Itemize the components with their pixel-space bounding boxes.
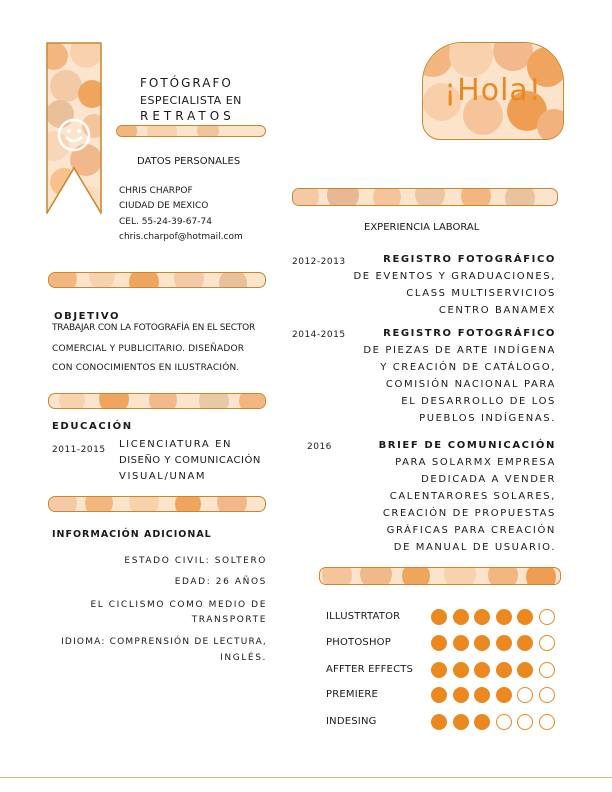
skill-dot-filled xyxy=(453,662,469,678)
experience-line: DE EVENTOS Y GRADUACIONES, xyxy=(353,271,556,282)
skill-row xyxy=(326,714,566,732)
education-line-1: LICENCIATURA EN xyxy=(119,439,233,450)
skill-dot-filled xyxy=(496,687,512,703)
skill-dot-filled xyxy=(517,635,533,651)
skill-dot-empty xyxy=(539,635,555,651)
additional-heading: INFORMACIÓN ADICIONAL xyxy=(52,529,212,540)
experience-line: COMISIÓN NACIONAL PARA xyxy=(385,379,556,390)
skill-dot-filled xyxy=(453,609,469,625)
skill-dot-empty xyxy=(539,662,555,678)
experience-item-3 xyxy=(330,437,556,556)
experience-line: CENTRO BANAMEX xyxy=(438,305,556,316)
experience-line: DEDICADA A VENDER xyxy=(421,474,556,485)
title-line-3: RETRATOS xyxy=(140,109,235,123)
skill-name: PHOTOSHOP xyxy=(326,637,391,648)
skill-dot-filled xyxy=(431,635,447,651)
skill-dot-empty xyxy=(517,687,533,703)
smiley-icon xyxy=(56,117,92,153)
skill-name: ILLUSTRTATOR xyxy=(326,611,401,622)
objective-line-1: TRABAJAR CON LA FOTOGRAFÍA EN EL SECTOR xyxy=(52,323,256,333)
skill-dot-empty xyxy=(539,609,555,625)
personal-phone: CEL. 55-24-39-67-74 xyxy=(119,217,212,227)
skill-name: INDESING xyxy=(326,716,377,727)
experience-title-1: REGISTRO FOTOGRÁFICO xyxy=(383,254,556,265)
skill-dot-filled xyxy=(517,662,533,678)
experience-years-1: 2012-2013 xyxy=(292,257,346,267)
title-line-2: ESPECIALISTA EN xyxy=(140,94,242,107)
objective-line-2: COMERCIAL Y PUBLICITARIO. DISEÑADOR xyxy=(52,344,245,354)
additional-cycling-1: EL CICLISMO COMO MEDIO DE xyxy=(90,600,267,610)
skill-dot-filled xyxy=(474,662,490,678)
experience-item-1 xyxy=(330,251,556,319)
personal-city: CIUDAD DE MEXICO xyxy=(119,201,209,211)
experience-title-2: REGISTRO FOTOGRÁFICO xyxy=(383,328,556,339)
experience-line: CALENTARORES SOLARES, xyxy=(389,491,556,502)
skill-dot-filled xyxy=(431,714,447,730)
skill-name: AFFTER EFFECTS xyxy=(326,664,414,675)
personal-heading: DATOS PERSONALES xyxy=(137,156,241,167)
objective-line-3: CON CONOCIMIENTOS EN ILUSTRACIÓN. xyxy=(52,363,240,373)
skill-dot-filled xyxy=(431,687,447,703)
skill-row xyxy=(326,662,566,680)
greeting-blob xyxy=(422,42,564,140)
title-line-1: FOTÓGRAFO xyxy=(140,76,233,90)
skill-row xyxy=(326,609,566,627)
skill-dot-filled xyxy=(517,609,533,625)
skill-dot-filled xyxy=(496,662,512,678)
skill-dot-empty xyxy=(539,687,555,703)
experience-line: PARA SOLARMX EMPRESA xyxy=(395,457,556,468)
additional-language-1: IDIOMA: COMPRENSIÓN DE LECTURA, xyxy=(61,637,267,647)
divider-bar-objective xyxy=(48,272,266,288)
personal-email[interactable]: chris.charpof@hotmail.com xyxy=(119,232,243,242)
left-ribbon xyxy=(46,42,102,214)
skill-dot-empty xyxy=(517,714,533,730)
skill-dot-filled xyxy=(453,635,469,651)
skill-dot-filled xyxy=(474,714,490,730)
personal-name: CHRIS CHARPOF xyxy=(119,186,193,196)
skill-dot-filled xyxy=(431,609,447,625)
education-line-2: DISEÑO Y COMUNICACIÓN xyxy=(119,455,261,466)
divider-bar-experience xyxy=(292,188,558,206)
skill-dot-filled xyxy=(496,609,512,625)
skill-dot-filled xyxy=(496,635,512,651)
additional-cycling-2: TRANSPORTE xyxy=(191,615,267,625)
experience-title-3: BRIEF DE COMUNICACIÓN xyxy=(378,440,556,451)
experience-heading: EXPERIENCIA LABORAL xyxy=(364,222,480,233)
footer-line xyxy=(0,777,612,778)
skill-row xyxy=(326,687,566,705)
additional-age: EDAD: 26 AÑOS xyxy=(174,577,267,587)
experience-line: CREACIÓN DE PROPUESTAS xyxy=(382,508,556,519)
skill-dot-empty xyxy=(496,714,512,730)
objective-heading: OBJETIVO xyxy=(54,311,121,322)
skill-dot-empty xyxy=(539,714,555,730)
experience-item-2 xyxy=(330,325,556,427)
education-heading: EDUCACIÓN xyxy=(52,421,133,432)
additional-language-2: INGLÉS. xyxy=(220,653,267,663)
additional-civil: ESTADO CIVIL: SOLTERO xyxy=(124,556,267,566)
experience-line: GRÁFICAS PARA CREACIÓN xyxy=(386,525,556,536)
greeting-text: ¡Hola! xyxy=(444,73,542,108)
divider-bar-education xyxy=(48,393,266,409)
skill-dot-filled xyxy=(453,714,469,730)
experience-line: EL DESARROLLO DE LOS xyxy=(401,396,556,407)
experience-years-3: 2016 xyxy=(307,442,332,452)
education-years: 2011-2015 xyxy=(52,445,106,455)
experience-line: Y CREACIÓN DE CATÁLOGO, xyxy=(380,362,556,373)
experience-years-2: 2014-2015 xyxy=(292,330,346,340)
divider-bar-additional xyxy=(48,496,266,512)
skill-row xyxy=(326,635,566,653)
skill-dot-filled xyxy=(474,687,490,703)
divider-bar-skills xyxy=(319,567,561,585)
skill-dot-filled xyxy=(431,662,447,678)
experience-line: CLASS MULTISERVICIOS xyxy=(406,288,556,299)
skill-name: PREMIERE xyxy=(326,689,379,700)
skill-dot-filled xyxy=(474,635,490,651)
title-underline-bar xyxy=(116,125,266,137)
experience-line: DE PIEZAS DE ARTE INDÍGENA xyxy=(363,345,556,356)
skill-dot-filled xyxy=(474,609,490,625)
education-line-3: VISUAL/UNAM xyxy=(119,471,207,482)
experience-line: PUEBLOS INDÍGENAS. xyxy=(419,413,556,424)
skill-dot-filled xyxy=(453,687,469,703)
experience-line: DE MANUAL DE USUARIO. xyxy=(393,542,556,553)
